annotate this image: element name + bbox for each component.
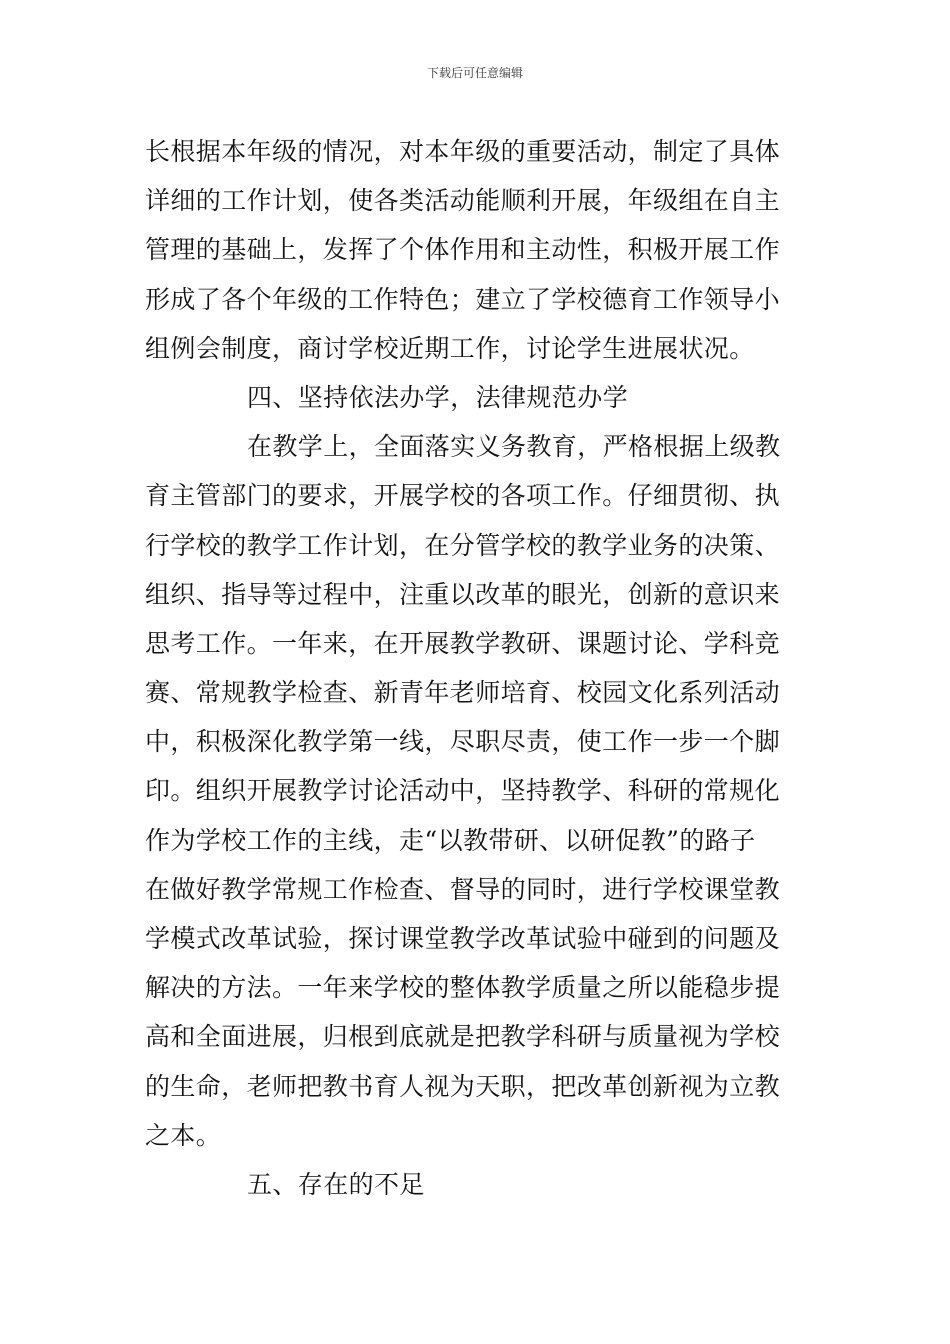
paragraph-line: 思考工作。一年来，在开展教学教研、课题讨论、学科竞 (145, 628, 781, 658)
paragraph-line: 详细的工作计划，使各类活动能顺利开展，年级组在自主 (145, 186, 781, 216)
paragraph-line: 之本。 (145, 1120, 222, 1150)
paragraph-line: 长根据本年级的情况，对本年级的重要活动，制定了具体 (145, 137, 781, 166)
paragraph-line: 印。组织开展教学讨论活动中，坚持教学、科研的常规化 (145, 776, 781, 806)
paragraph-line: 在教学上，全面落实义务教育，严格根据上级教 (247, 432, 781, 462)
paragraph-line: 赛、常规教学检查、新青年老师培育、校园文化系列活动 (145, 678, 781, 708)
paragraph-line: 作为学校工作的主线，走“以教带研、以研促教”的路子 (145, 825, 756, 855)
paragraph-line: 中，积极深化教学第一线，尽职尽责，使工作一步一个脚 (145, 727, 781, 757)
paragraph-line: 学模式改革试验，探讨课堂教学改革试验中碰到的问题及 (145, 924, 781, 953)
section-heading: 四、坚持依法办学，法律规范办学 (247, 382, 629, 412)
paragraph-line: 高和全面进展，归根到底就是把教学科研与质量视为学校 (145, 1022, 781, 1052)
paragraph-line: 行学校的教学工作计划，在分管学校的教学业务的决策、 (145, 530, 781, 560)
page-header: 下载后可任意编辑 (426, 66, 523, 80)
paragraph-line: 在做好教学常规工作检查、督导的同时，进行学校课堂教 (145, 874, 781, 904)
section-heading: 五、存在的不足 (247, 1169, 425, 1199)
paragraph-line: 解决的方法。一年来学校的整体教学质量之所以能稳步提 (145, 973, 781, 1003)
paragraph-line: 的生命，老师把教书育人视为天职，把改革创新视为立教 (145, 1071, 781, 1101)
document-body (145, 127, 825, 1209)
paragraph-line: 育主管部门的要求，开展学校的各项工作。仔细贯彻、执 (145, 481, 781, 511)
paragraph-line: 组例会制度，商讨学校近期工作，讨论学生进展状况。 (145, 333, 755, 363)
paragraph-line: 形成了各个年级的工作特色；建立了学校德育工作领导小 (145, 284, 781, 314)
paragraph-line: 管理的基础上，发挥了个体作用和主动性，积极开展工作 (145, 235, 781, 265)
paragraph-line: 组织、指导等过程中，注重以改革的眼光，创新的意识来 (145, 579, 781, 609)
